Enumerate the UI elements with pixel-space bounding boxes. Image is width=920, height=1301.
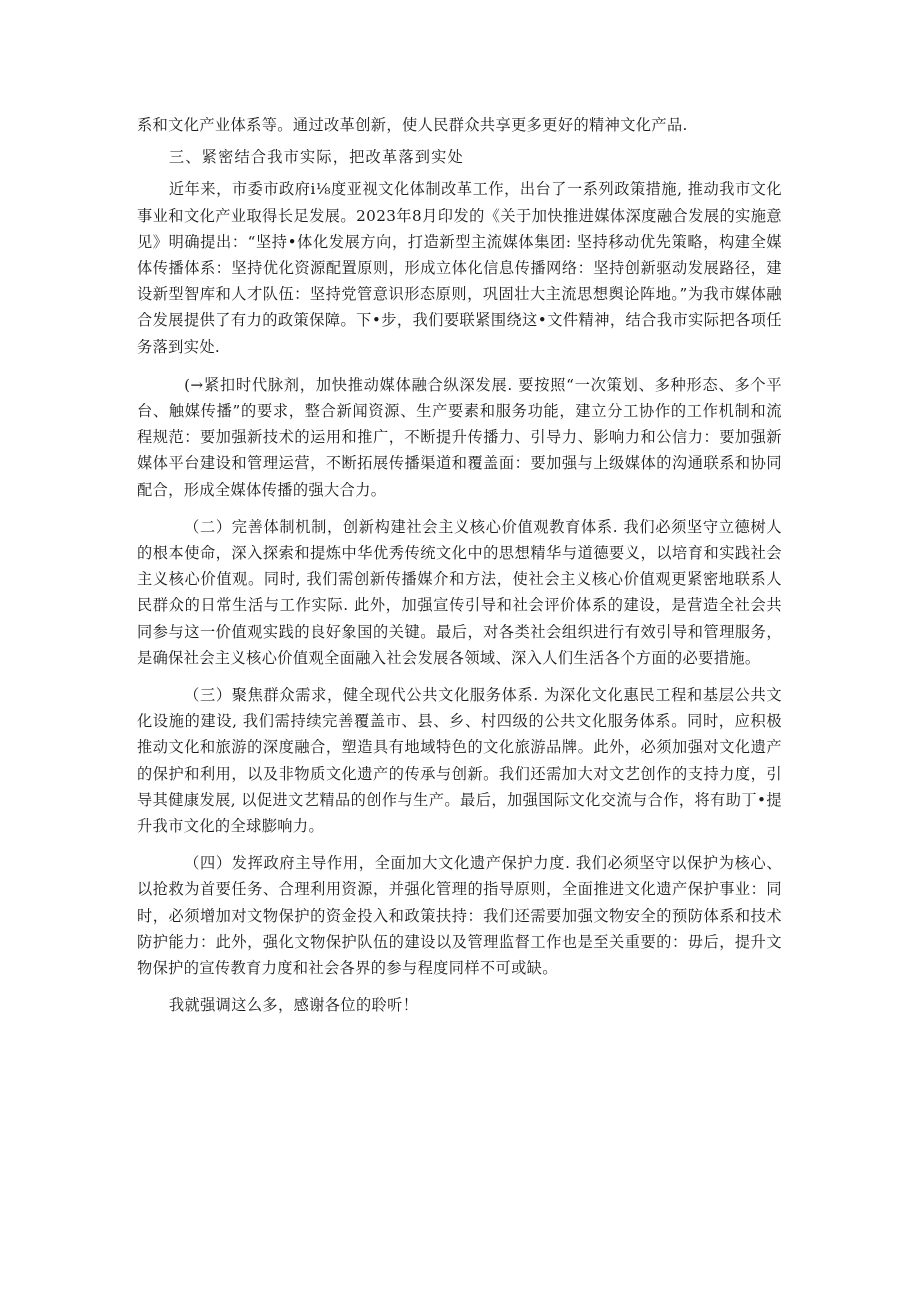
paragraph-item-1: (→紧扣时代脉剂，加快推动媒体融合纵深发展. 要按照“一次策划、多种形态、多个平台、触媒传播”的要求，整合新闻资源、生产要素和服务功能，建立分工协作的工作机制和流程规范：要加强新技术的运用和推广，不断提升传播力、引导力、影响力和公信力：要加强新媒体平台建设和管理运营，不断拓展传播渠道和覆盖面：要加强与上级媒体的沟通联系和协同配合，形成全媒体传播的强大合力。 <box>137 375 782 499</box>
paragraph-item-2: （二）完善体制机制，创新构建社会主义核心价值观教育体系. 我们必须坚守立德树人的根本使命，深入探索和提炼中华优秀传统文化中的思想精华与道德要义，以培育和实践社会主义核心价值观。同时, 我们需创新传播媒介和方法，使社会主义核心价值观更紧密地联系人民群众的日常生活与工作实际. 此外，加强宣传引导和社会评价体系的建设，是营造全社会共同参与这一价值观实践的良好象国的关键。最后，对各类社会组织进行有效引导和管理服务，是确保社会主义核心价值观全面融入社会发展各领域、深入人们生活各个方面的必要措施。 <box>137 517 782 667</box>
paragraph-continuation: 系和文化产业体系等。通过改革创新，使人民群众共享更多更好的精神文化产品. <box>137 116 688 134</box>
paragraph-intro: 近年来，市委市政府i⅛度亚视文化体制改革工作，出台了一系列政策措施, 推动我市文化事业和文化产业取得长足发展。2023年8月印发的《关于加快推进媒体深度融合发展的实施意见》明确提出：“坚持•体化发展方向，打造新型主流媒体集团: 坚持移动优先策略，构建全媒体传播体系：坚持优化资源配置原则，形成立体化信息传播网络：坚持创新驱动发展路径，建设新型智库和人才队伍：坚持党管意识形态原则，巩固壮大主流思想舆论阵地。”为我市媒体融合发展提供了有力的政策保障。下•步，我们要联紧围绕这•文件精神，结合我市实际把各项任务落到实处. <box>137 180 782 356</box>
paragraph-item-4: （四）发挥政府主导作用，全面加大文化遗产保护力度. 我们必须坚守以保护为核心、以抢救为首要任务、合理利用资源，并强化管理的指导原则，全面推进文化遗产保护事业：同时，必须增加对文物保护的资金投入和政策扶持：我们还需要加强文物安全的预防体系和技术防护能力：此外，强化文物保护队伍的建设以及管理监督工作也是至关重要的：毋后，提升文物保护的宣传教育力度和社会各界的参与程度同样不可或缺。 <box>137 854 782 978</box>
document-page <box>137 112 782 1019</box>
section-heading: 三、紧密结合我市实际，把改革落到实处 <box>168 148 464 167</box>
paragraph-item-3: （三）聚焦群众需求，健全现代公共文化服务体系. 为深化文化惠民工程和基层公共文化设施的建设, 我们需持续完善覆盖市、县、乡、村四级的公共文化服务体系。同时，应积极推动文化和旅游的深度融合，塑造具有地域特色的文化旅游品牌。此外，必须加强对文化遗产的保护和利用，以及非物质文化遗产的传承与创新。我们还需加大对文艺创作的支持力度，引导其健康发展, 以促进文艺精品的创作与生产。最后，加强国际文化交流与合作，将有助丁•提升我市文化的全球膨响力。 <box>137 686 782 836</box>
paragraph-closing: 我就强调这么多，感谢各位的聆听！ <box>168 996 419 1015</box>
